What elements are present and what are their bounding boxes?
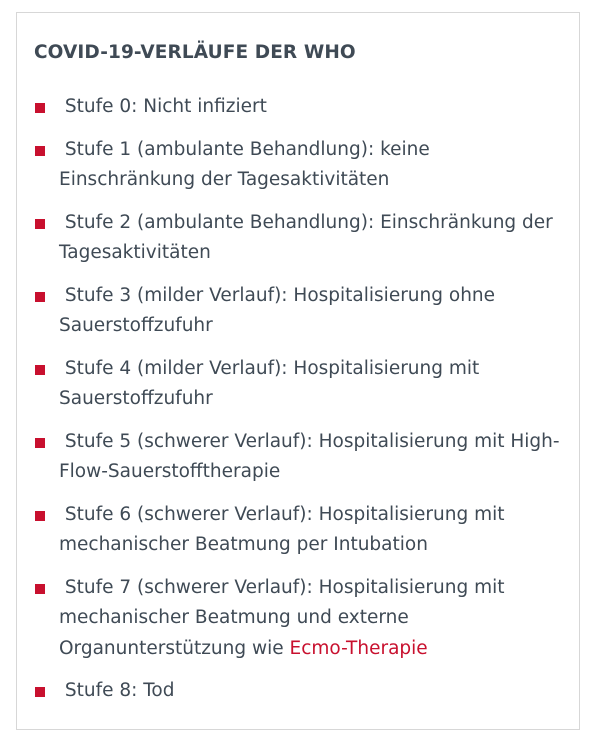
square-bullet-icon — [35, 438, 45, 448]
list-item-text: Stufe 1 (ambulante Behandlung): keine Einschränkung der Tagesaktivitäten — [59, 138, 430, 190]
square-bullet-icon — [35, 687, 45, 697]
square-bullet-icon — [35, 365, 45, 375]
list-item-stage-0 — [33, 92, 563, 123]
info-box — [16, 12, 580, 730]
list-item-stage-7 — [33, 573, 563, 665]
list-item-text: Stufe 5 (schwerer Verlauf): Hospitalisierung mit High-Flow-Sauerstofftherapie — [59, 430, 560, 482]
stages-list — [33, 92, 563, 719]
list-item-stage-3 — [33, 281, 563, 342]
list-item-text: Stufe 6 (schwerer Verlauf): Hospitalisierung mit mechanischer Beatmung per Intubation — [59, 503, 505, 555]
list-item-text: Stufe 7 (schwerer Verlauf): Hospitalisierung mit mechanischer Beatmung und externe Organunterstützung wie — [59, 576, 505, 659]
ecmo-therapy-link[interactable]: Ecmo-Therapie — [289, 637, 428, 659]
list-item-text: Stufe 3 (milder Verlauf): Hospitalisierung ohne Sauerstoffzufuhr — [59, 284, 496, 336]
box-title: COVID-19-VERLÄUFE DER WHO — [34, 42, 356, 63]
list-item-text: Stufe 8: Tod — [64, 680, 175, 701]
square-bullet-icon — [35, 584, 45, 594]
list-item-stage-8 — [33, 676, 563, 707]
list-item-stage-6 — [33, 500, 563, 561]
list-item-text: Stufe 4 (milder Verlauf): Hospitalisierung mit Sauerstoffzufuhr — [59, 357, 480, 409]
list-item-stage-5 — [33, 427, 563, 488]
list-item-stage-4 — [33, 354, 563, 415]
list-item-stage-2 — [33, 208, 563, 269]
square-bullet-icon — [35, 103, 45, 113]
square-bullet-icon — [35, 292, 45, 302]
list-item-text: Stufe 0: Nicht infiziert — [64, 96, 267, 117]
list-item-stage-1 — [33, 135, 563, 196]
list-item-text: Stufe 2 (ambulante Behandlung): Einschränkung der Tagesaktivitäten — [59, 211, 553, 263]
square-bullet-icon — [35, 511, 45, 521]
square-bullet-icon — [35, 219, 45, 229]
square-bullet-icon — [35, 146, 45, 156]
